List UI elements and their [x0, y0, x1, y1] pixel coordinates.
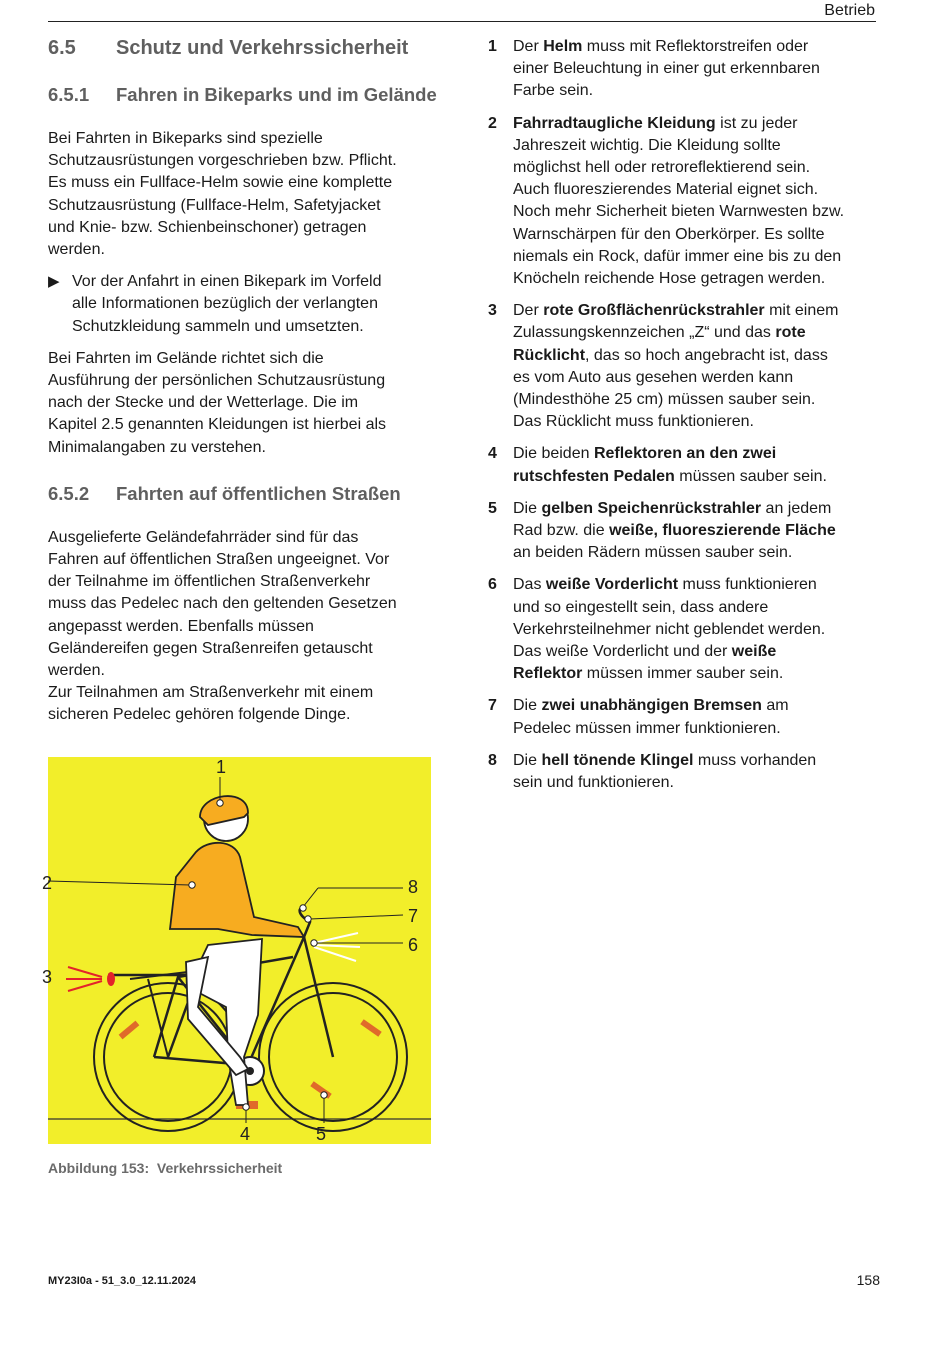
text-line [513, 663, 825, 685]
text-line: Es muss ein Fullface-Helm sowie eine komplette [48, 174, 393, 192]
item-number: 5 [488, 499, 497, 517]
item-number: 6 [488, 576, 497, 594]
item-number: 4 [488, 445, 497, 463]
emphasis-text: weiße Vorderlicht [545, 576, 679, 594]
callout-dot-7 [305, 916, 311, 922]
text-line: Das Rücklicht muss funktionieren. [513, 413, 754, 431]
text-line: Kapitel 2.5 genannten Kleidungen ist hierbei als [48, 416, 387, 434]
text-line [513, 113, 844, 135]
requirement-item [488, 498, 883, 565]
item-text [513, 750, 816, 794]
callout-label-2: 2 [42, 873, 53, 893]
text-segment: Rad bzw. die [513, 522, 610, 540]
footer-page-number: 158 [856, 1272, 880, 1288]
text-line [513, 36, 820, 58]
item-text [513, 695, 789, 739]
text-segment: müssen immer sauber sein. [582, 665, 784, 683]
text-segment: mit einem [764, 302, 839, 320]
text-segment: Die [513, 751, 542, 769]
text-segment: Der [513, 302, 544, 320]
caption-label: Abbildung 153: [48, 1160, 150, 1176]
heading-6-5-2 [48, 481, 448, 507]
item-number: 3 [488, 302, 497, 320]
text-line: Ausgelieferte Geländefahrräder sind für das [48, 528, 359, 546]
text-segment: Die [513, 499, 542, 517]
item-text [513, 498, 836, 565]
requirement-item [488, 300, 883, 433]
paragraph-gelaende [48, 348, 448, 459]
callout-label-7: 7 [408, 906, 419, 926]
emphasis-text: weiße [731, 643, 777, 661]
text-line: einer Beleuchtung in einer gut erkennbaren [513, 60, 820, 78]
traffic-safety-figure [42, 757, 441, 1144]
instruction-bullet [48, 271, 448, 338]
text-line: Fahren auf öffentlichen Straßen ungeeignet. Vor [48, 551, 390, 569]
text-line: Auch fluoreszierendes Material eignet sich. [513, 181, 819, 199]
item-number: 8 [488, 751, 497, 769]
item-text [513, 113, 844, 291]
requirement-item [488, 443, 883, 487]
text-line: sicheren Pedelec gehören folgende Dinge. [48, 706, 351, 724]
emphasis-text: gelben Speichenrückstrahler [541, 499, 762, 517]
text-line: Ausführung der persönlichen Schutzausrüstung [48, 372, 386, 390]
caption-text: Verkehrssicherheit [156, 1160, 283, 1176]
header-rule [48, 21, 876, 22]
text-line: (Mindesthöhe 25 cm) müssen sauber sein. [513, 391, 816, 409]
item-text [513, 300, 838, 433]
text-line [513, 300, 838, 322]
text-line: Verkehrsteilnehmer nicht geblendet werden. [513, 620, 826, 638]
text-line [513, 695, 789, 717]
text-segment: , das so hoch angebracht ist, dass [585, 346, 828, 364]
emphasis-text: Rücklicht [513, 346, 586, 364]
left-column [48, 34, 448, 727]
emphasis-text: weiße, fluoreszierende Fläche [609, 522, 836, 540]
item-number: 7 [488, 697, 497, 715]
text-line [513, 345, 838, 367]
text-line: Noch mehr Sicherheit bieten Warnwesten bzw. [513, 203, 845, 221]
text-line: Warnschärpen für den Oberkörper. Es sollte [513, 225, 825, 243]
item-number: 1 [488, 38, 497, 55]
item-text [513, 36, 820, 103]
callout-label-1: 1 [216, 757, 227, 777]
text-line: der Teilnahme im öffentlichen Straßenverkehr [48, 573, 371, 591]
emphasis-text: rote [775, 324, 806, 342]
text-line: möglichst hell oder retroreflektierend sein. [513, 159, 811, 177]
text-line: sein und funktionieren. [513, 774, 674, 792]
emphasis-text: hell tönende Klingel [541, 751, 694, 769]
text-line: Farbe sein. [513, 82, 594, 100]
requirement-item [488, 574, 883, 685]
requirement-item [488, 113, 883, 291]
text-line: Schutzkleidung sammeln und umsetzten. [72, 317, 364, 335]
figure-caption [48, 1160, 282, 1176]
callout-dot-4 [243, 1104, 249, 1110]
callout-label-4: 4 [240, 1124, 251, 1144]
text-line: Schutzausrüstungen vorgeschrieben bzw. Pflicht. [48, 152, 397, 170]
emphasis-text: Reflektor [513, 665, 583, 683]
text-segment: müssen sauber sein. [674, 467, 827, 485]
callout-dot-6 [311, 940, 317, 946]
text-segment: muss mit Reflektorstreifen oder [582, 38, 809, 55]
text-line: Minimalangaben zu verstehen. [48, 438, 266, 456]
heading-6-5-1 [48, 82, 448, 108]
callout-label-3: 3 [42, 967, 53, 987]
text-line: muss das Pedelec nach den geltenden Gesetzen [48, 595, 397, 613]
text-line [513, 443, 827, 465]
heading-title: Schutz und Verkehrssicherheit [116, 37, 409, 59]
text-line [513, 520, 836, 542]
emphasis-text: rutschfesten Pedalen [513, 467, 675, 485]
header-section-label: Betrieb [824, 2, 875, 19]
heading-6-5 [48, 34, 448, 62]
text-line [513, 750, 816, 772]
text-line: Bei Fahrten in Bikeparks sind spezielle [48, 130, 323, 147]
emphasis-text: rote Großflächenrückstrahler [543, 302, 765, 320]
text-line [513, 641, 825, 663]
bicycle-illustration [42, 757, 441, 1144]
paragraph-strassen [48, 527, 448, 727]
text-segment: muss funktionieren [678, 576, 817, 594]
right-column [488, 36, 883, 804]
item-number: 2 [488, 114, 497, 132]
text-segment: Die [513, 697, 542, 715]
heading-title: Fahren in Bikeparks und im Gelände [116, 84, 437, 105]
play-triangle-icon: ▶ [48, 273, 60, 291]
emphasis-text: Reflektoren an den zwei [593, 445, 777, 463]
text-segment: Die beiden [513, 445, 594, 463]
emphasis-text: zwei unabhängigen Bremsen [541, 697, 762, 715]
callout-dot-8 [300, 905, 306, 911]
callout-dot-2 [189, 882, 195, 888]
text-line: Schutzausrüstung (Fullface-Helm, Safetyjacket [48, 196, 381, 214]
text-segment: muss vorhanden [693, 751, 817, 769]
paragraph-bikeparks [48, 128, 448, 261]
requirement-item [488, 750, 883, 794]
heading-title: Fahrten auf öffentlichen Straßen [116, 482, 401, 504]
requirement-item [488, 36, 883, 103]
text-line: und so eingestellt sein, dass andere [513, 598, 769, 616]
requirement-item [488, 695, 883, 739]
footer-document-id: MY23I0a - 51_3.0_12.11.2024 [48, 1275, 197, 1287]
text-line [513, 574, 825, 596]
red-rear-light [107, 972, 115, 986]
text-segment: Der [513, 38, 544, 55]
text-segment: am [761, 697, 789, 715]
text-line: niemals ein Rock, dafür immer eine bis zu den [513, 247, 842, 265]
text-line [513, 322, 838, 344]
emphasis-text: Fahrradtaugliche Kleidung [513, 114, 716, 132]
text-segment: Das [513, 576, 546, 594]
callout-dot-1 [217, 800, 223, 806]
text-line: alle Informationen bezüglich der verlangten [72, 295, 378, 313]
heading-number: 6.5.2 [48, 482, 90, 504]
text-line: es vom Auto aus gesehen werden kann [513, 368, 794, 386]
text-line: an beiden Rädern müssen sauber sein. [513, 544, 793, 562]
text-line: nach der Stecke und der Wetterlage. Die im [48, 394, 359, 412]
text-segment: an jedem [761, 499, 832, 517]
text-segment: Das weiße Vorderlicht und der [513, 643, 732, 661]
text-line: werden. [48, 662, 105, 680]
text-line: Pedelec müssen immer funktionieren. [513, 719, 781, 737]
item-text [513, 574, 825, 685]
callout-dot-5 [321, 1092, 327, 1098]
text-segment: Zulassungskennzeichen „Z“ und das [513, 324, 776, 342]
text-line: Vor der Anfahrt in einen Bikepark im Vorfeld [72, 273, 382, 291]
text-line: angepasst werden. Ebenfalls müssen [48, 617, 314, 635]
emphasis-text: Helm [543, 38, 583, 55]
heading-number: 6.5 [48, 37, 76, 59]
item-text [513, 443, 827, 487]
text-segment: ist zu jeder [715, 114, 798, 132]
text-line: werden. [48, 241, 105, 259]
text-line [513, 466, 827, 488]
text-line: Jahreszeit wichtig. Die Kleidung sollte [513, 136, 781, 154]
heading-number: 6.5.1 [48, 84, 90, 105]
text-line: Bei Fahrten im Gelände richtet sich die [48, 349, 324, 367]
text-line [513, 498, 836, 520]
text-line: Zur Teilnahmen am Straßenverkehr mit einem [48, 684, 374, 702]
text-line: Geländereifen gegen Straßenreifen getauscht [48, 639, 373, 657]
text-line: Knöcheln reichende Hose getragen werden. [513, 270, 826, 288]
callout-label-8: 8 [408, 877, 419, 897]
text-line: und Knie- bzw. Schienbeinschoner) getragen [48, 218, 367, 236]
callout-label-6: 6 [408, 935, 419, 955]
callout-label-5: 5 [316, 1124, 327, 1144]
